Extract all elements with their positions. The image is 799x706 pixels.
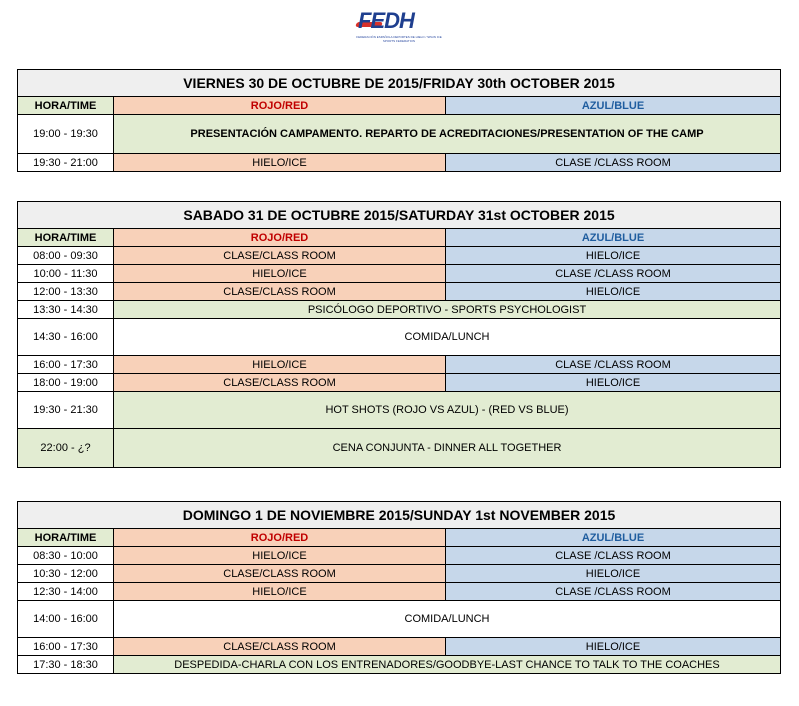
span-cell: PSICÓLOGO DEPORTIVO - SPORTS PSYCHOLOGIST: [114, 301, 781, 319]
fedh-logo: [340, 6, 460, 56]
time-cell: 14:30 - 16:00: [18, 319, 114, 356]
table-row: [18, 547, 781, 565]
header-red: ROJO/RED: [114, 229, 446, 247]
table-row: [18, 247, 781, 265]
blue-cell: CLASE /CLASS ROOM: [446, 547, 781, 565]
table-row: [18, 656, 781, 674]
header-red: ROJO/RED: [114, 97, 446, 115]
span-cell: COMIDA/LUNCH: [114, 319, 781, 356]
time-cell: 17:30 - 18:30: [18, 656, 114, 674]
header-red: ROJO/RED: [114, 529, 446, 547]
blue-cell: HIELO/ICE: [446, 247, 781, 265]
blue-cell: HIELO/ICE: [446, 638, 781, 656]
table-row: [18, 356, 781, 374]
schedule-saturday: [17, 201, 781, 468]
schedule-friday: [17, 69, 781, 172]
time-cell: 19:30 - 21:00: [18, 154, 114, 172]
table-row: [18, 301, 781, 319]
span-cell: PRESENTACIÓN CAMPAMENTO. REPARTO DE ACREDITACIONES/PRESENTATION OF THE CAMP: [114, 115, 781, 154]
red-cell: HIELO/ICE: [114, 356, 446, 374]
red-cell: CLASE/CLASS ROOM: [114, 638, 446, 656]
day-title: SABADO 31 DE OCTUBRE 2015/SATURDAY 31st OCTOBER 2015: [18, 202, 781, 229]
red-cell: CLASE/CLASS ROOM: [114, 247, 446, 265]
table-row: [18, 154, 781, 172]
time-cell: 13:30 - 14:30: [18, 301, 114, 319]
red-cell: CLASE/CLASS ROOM: [114, 283, 446, 301]
table-row: [18, 638, 781, 656]
span-cell: CENA CONJUNTA - DINNER ALL TOGETHER: [114, 429, 781, 468]
time-cell: 12:00 - 13:30: [18, 283, 114, 301]
blue-cell: CLASE /CLASS ROOM: [446, 154, 781, 172]
table-row: [18, 319, 781, 356]
time-cell: 08:00 - 09:30: [18, 247, 114, 265]
table-row: [18, 583, 781, 601]
day-title: VIERNES 30 DE OCTUBRE DE 2015/FRIDAY 30th OCTOBER 2015: [18, 70, 781, 97]
time-cell: 16:00 - 17:30: [18, 356, 114, 374]
time-cell: 08:30 - 10:00: [18, 547, 114, 565]
header-blue: AZUL/BLUE: [446, 97, 781, 115]
table-row: [18, 565, 781, 583]
time-cell: 10:00 - 11:30: [18, 265, 114, 283]
blue-cell: HIELO/ICE: [446, 374, 781, 392]
logo-wordmark: FEDH: [358, 8, 414, 33]
time-cell: 19:30 - 21:30: [18, 392, 114, 429]
header-time: HORA/TIME: [18, 97, 114, 115]
blue-cell: CLASE /CLASS ROOM: [446, 583, 781, 601]
header-time: HORA/TIME: [18, 529, 114, 547]
header-time: HORA/TIME: [18, 229, 114, 247]
time-cell: 19:00 - 19:30: [18, 115, 114, 154]
span-cell: COMIDA/LUNCH: [114, 601, 781, 638]
header-blue: AZUL/BLUE: [446, 529, 781, 547]
red-cell: HIELO/ICE: [114, 583, 446, 601]
time-cell: 14:00 - 16:00: [18, 601, 114, 638]
red-cell: HIELO/ICE: [114, 265, 446, 283]
span-cell: HOT SHOTS (ROJO VS AZUL) - (RED VS BLUE): [114, 392, 781, 429]
blue-cell: CLASE /CLASS ROOM: [446, 265, 781, 283]
table-row: [18, 265, 781, 283]
table-row: [18, 115, 781, 154]
header-blue: AZUL/BLUE: [446, 229, 781, 247]
red-cell: HIELO/ICE: [114, 547, 446, 565]
red-cell: CLASE/CLASS ROOM: [114, 565, 446, 583]
time-cell: 18:00 - 19:00: [18, 374, 114, 392]
span-cell: DESPEDIDA-CHARLA CON LOS ENTRENADORES/GOODBYE-LAST CHANCE TO TALK TO THE COACHES: [114, 656, 781, 674]
table-row: [18, 392, 781, 429]
schedule-sunday: [17, 501, 781, 674]
time-cell: 12:30 - 14:00: [18, 583, 114, 601]
red-cell: CLASE/CLASS ROOM: [114, 374, 446, 392]
red-cell: HIELO/ICE: [114, 154, 446, 172]
time-cell: 10:30 - 12:00: [18, 565, 114, 583]
time-cell: 22:00 - ¿?: [18, 429, 114, 468]
blue-cell: HIELO/ICE: [446, 283, 781, 301]
table-row: [18, 601, 781, 638]
blue-cell: CLASE /CLASS ROOM: [446, 356, 781, 374]
logo-subtitle: FEDERACIÓN ESPAÑOLA DEPORTES DE HIELO / SPAIN ICE SPORTS FEDERATION: [356, 35, 442, 43]
day-title: DOMINGO 1 DE NOVIEMBRE 2015/SUNDAY 1st NOVEMBER 2015: [18, 502, 781, 529]
table-row: [18, 283, 781, 301]
table-row: [18, 429, 781, 468]
time-cell: 16:00 - 17:30: [18, 638, 114, 656]
blue-cell: HIELO/ICE: [446, 565, 781, 583]
table-row: [18, 374, 781, 392]
